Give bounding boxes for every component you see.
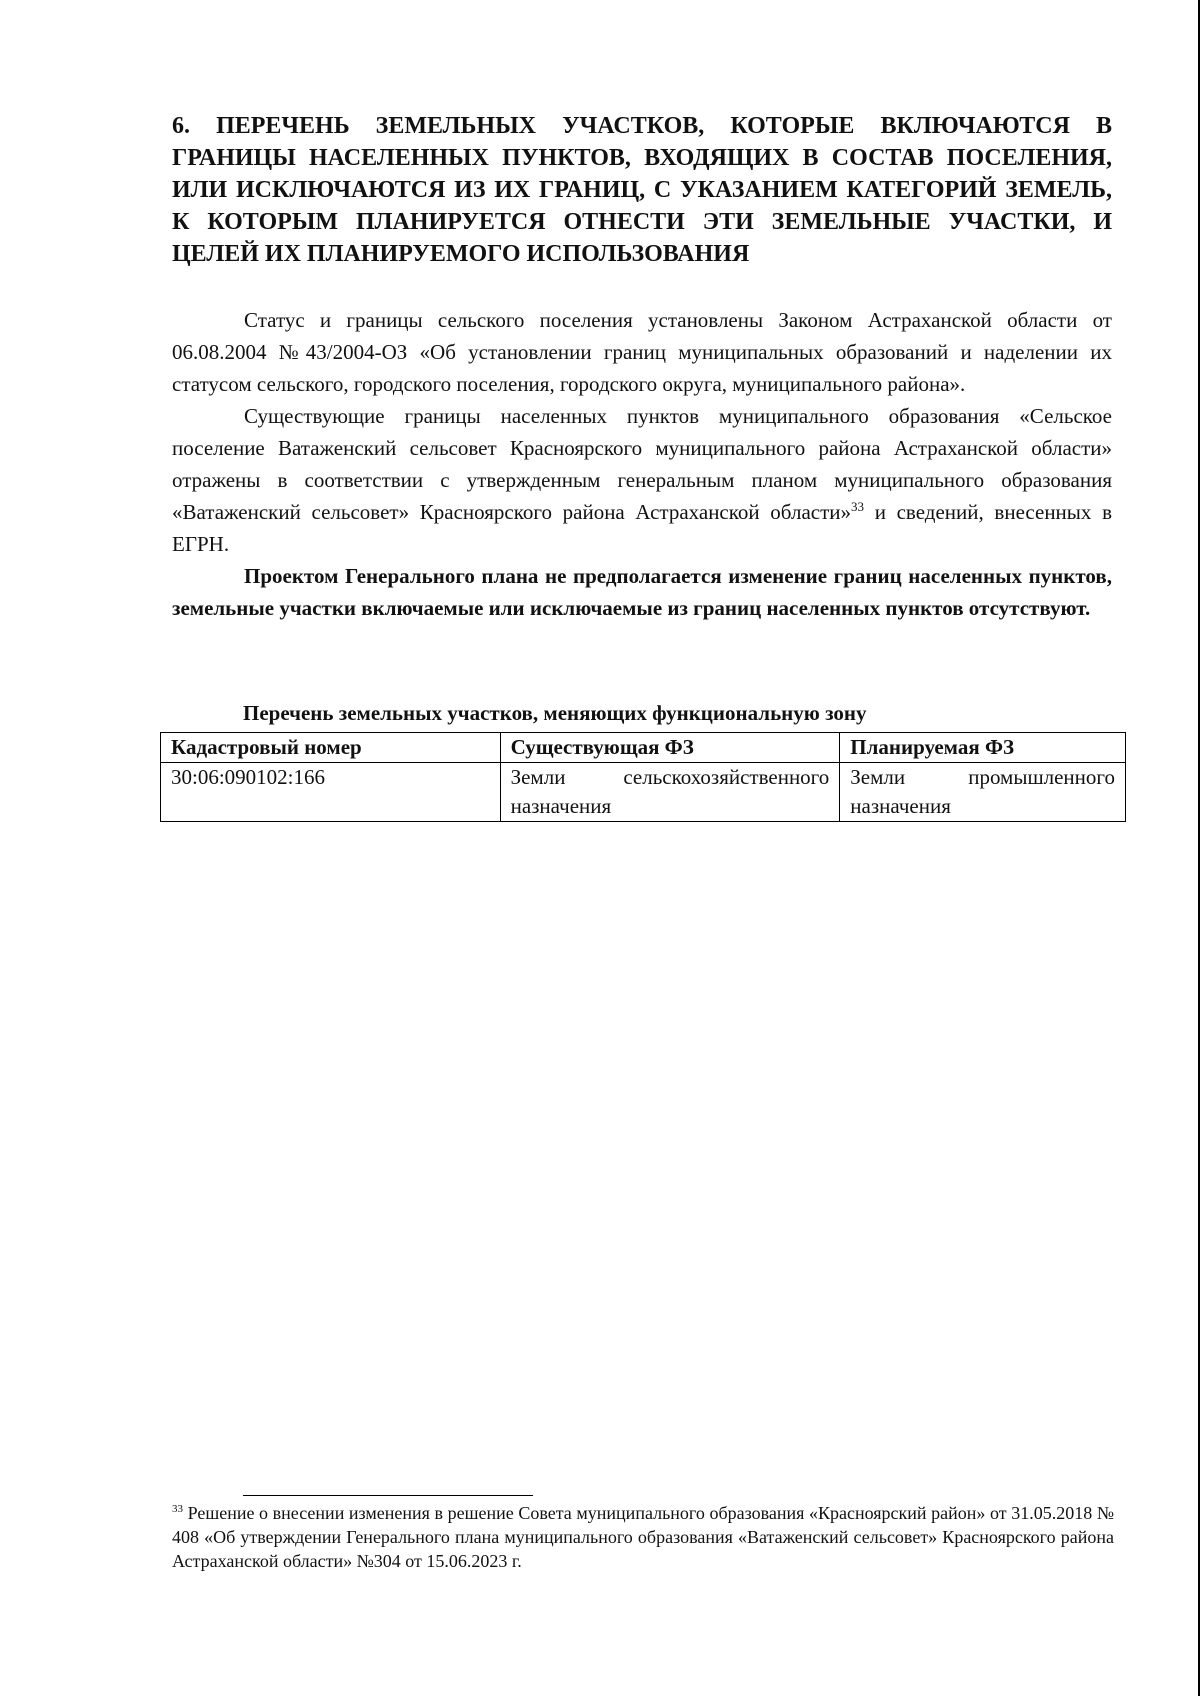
land-plots-table [160, 732, 1126, 822]
table-row [161, 763, 1126, 822]
paragraph-existing-boundaries [172, 400, 1112, 560]
paragraph-project-statement: Проектом Генерального плана не предполагается изменение границ населенных пунктов, земельные участки включаемые или исключаемые из границ населенных пунктов отсутствуют. [172, 564, 1112, 620]
footnote-number: 33 [172, 1503, 183, 1515]
cell-planned-zone: Земли промышленного назначения [840, 763, 1126, 822]
section-heading: 6. ПЕРЕЧЕНЬ ЗЕМЕЛЬНЫХ УЧАСТКОВ, КОТОРЫЕ ВКЛЮЧАЮТСЯ В ГРАНИЦЫ НАСЕЛЕННЫХ ПУНКТОВ, ВХОДЯЩИХ В СОСТАВ ПОСЕЛЕНИЯ, ИЛИ ИСКЛЮЧАЮТСЯ ИЗ ИХ ГРАНИЦ, С УКАЗАНИЕМ КАТЕГОРИЙ ЗЕМЕЛЬ, К КОТОРЫМ ПЛАНИРУЕТСЯ ОТНЕСТИ ЭТИ ЗЕМЕЛЬНЫЕ УЧАСТКИ, И ЦЕЛЕЙ ИХ ПЛАНИРУЕМОГО ИСПОЛЬЗОВАНИЯ [172, 113, 1112, 267]
page-content [171, 110, 1115, 822]
paragraph-existing-boundaries-text: Существующие границы населенных пунктов муниципального образования «Сельское поселение Ватаженский сельсовет Красноярского муниципального района Астраханской области» отражены в соответствии с утвержденным генеральным планом муниципального образования «Ватаженский сельсовет» Красноярского района Астраханской области» [172, 404, 1112, 524]
footnote-reference[interactable]: 33 [851, 499, 865, 514]
cell-existing-zone: Земли сельскохозяйственного назначения [500, 763, 840, 822]
cell-cadastral-number: 30:06:090102:166 [161, 763, 501, 822]
paragraph-existing-boundaries-tail: и сведений, внесенных в ЕГРН. [172, 500, 1113, 556]
footnote-separator [243, 1495, 533, 1496]
paragraph-status-boundaries: Статус и границы сельского поселения установлены Законом Астраханской области от 06.08.2004 №43/2004-ОЗ «Об установлении границ муниципальных образований и наделении их статусом сельского, городского поселения, городского округа, муниципального района». [172, 308, 1112, 396]
table-title: Перечень земельных участков, меняющих функциональную зону [243, 701, 867, 725]
table-header-row [161, 733, 1126, 763]
column-header-existing-zone: Существующая ФЗ [500, 733, 840, 763]
footnote-text: Решение о внесении изменения в решение Совета муниципального образования «Красноярский район» от 31.05.2018 № 408 «Об утверждении Генерального плана муниципального образования «Ватаженский сельсовет» Красноярского района Астраханской области» №304 от 15.06.2023 г. [172, 1503, 1114, 1571]
column-header-planned-zone: Планируемая ФЗ [840, 733, 1126, 763]
column-header-cadastral-number: Кадастровый номер [161, 733, 501, 763]
footnote [172, 1501, 1114, 1573]
